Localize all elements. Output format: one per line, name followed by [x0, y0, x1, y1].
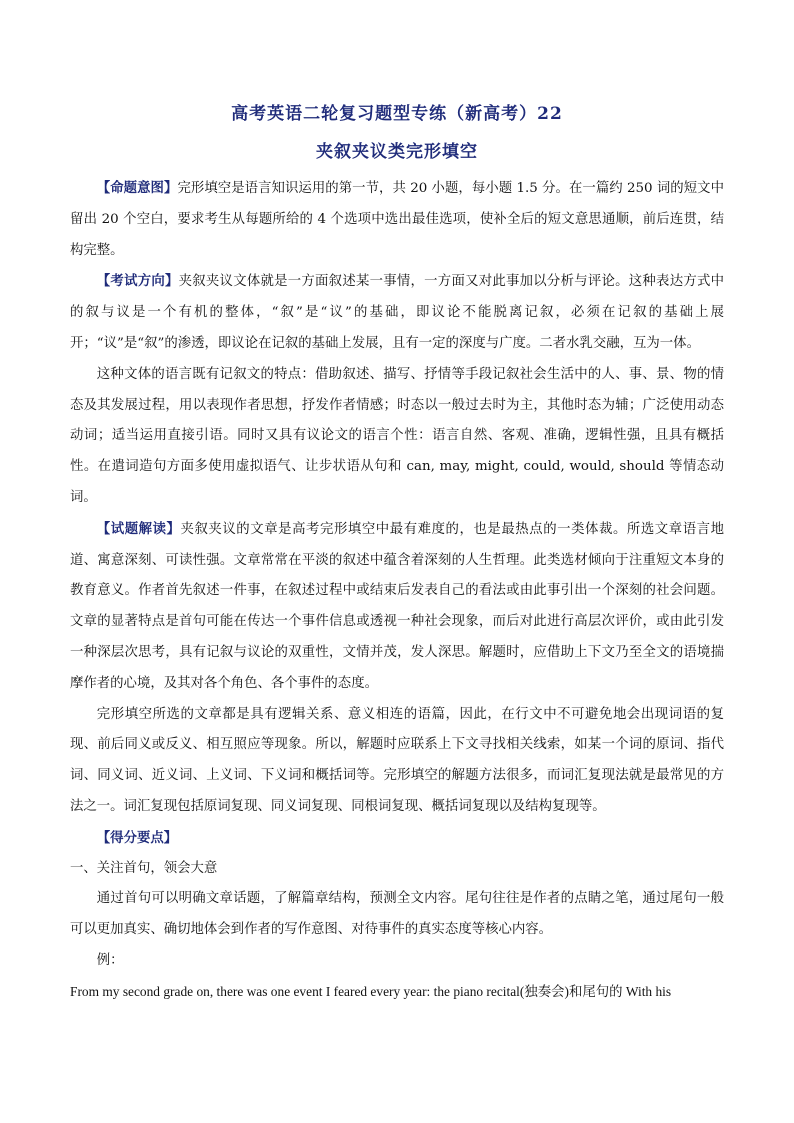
- point1-heading: 一、关注首句，领会大意: [70, 860, 218, 876]
- document-subtitle: 夹叙夹议类完形填空: [316, 142, 478, 162]
- section-tag-mingti: 【命题意图】: [96, 180, 178, 196]
- section-tag-defen: 【得分要点】: [96, 829, 178, 846]
- point1-example-label: 例：: [96, 952, 124, 968]
- section-text-jiedu: 夹叙夹议的文章是高考完形填空中最有难度的，也是最热点的一类体裁。所选文章语言地道、寓意深刻、可读性强。文章常常在平淡的叙述中蕴含着深刻的人生哲理。此类选材倾向于注重短文本身的教育意义。作者首先叙述一件事，在叙述过程中或结束后发表自己的看法或由此事引出一个深刻的社会问题。文章的显著特点是首句可能在传达一个事件信息或透视一种社会现象，而后对此进行高层次评价，或由此引发一种深层次思考，具有记叙与议论的双重性，文情并茂，发人深思。解题时，应借助上下文乃至全文的语境揣摩作者的心境，及其对各个角色、各个事件的态度。: [70, 521, 724, 691]
- document-page: [70, 96, 724, 1008]
- section-mingti: [70, 173, 724, 266]
- point1-example-text: From my second grade on, there was one event I feared every year: the piano recital(独奏会)和尾句的 With his: [70, 983, 672, 999]
- section-text-mingti: 完形填空是语言知识运用的第一节，共 20 小题，每小题 1.5 分。在一篇约 250 词的短文中留出 20 个空白，要求考生从每题所给的 4 个选项中选出最佳选项，使补全后的短文意思通顺，前后连贯，结构完整。: [70, 181, 725, 258]
- section-tag-jiedu: 【试题解读】: [96, 520, 181, 537]
- section-text-kaoshi: 夹叙夹议文体就是一方面叙述某一事情，一方面又对此事加以分析与评论。这种表达方式中的叙与议是一个有机的整体，“叙”是“议”的基础，即议论不能脱离记叙，必须在记叙的基础上展开；“议”是“叙”的渗透，即议论在记叙的基础上发展，且有一定的深度与广度。二者水乳交融，互为一体。: [70, 274, 724, 351]
- section-jiedu: [70, 514, 724, 700]
- point1-text: 通过首句可以明确文章话题，了解篇章结构，预测全文内容。尾句往往是作者的点睛之笔，通过尾句一般可以更加真实、确切地体会到作者的写作意图、对待事件的真实态度等核心内容。: [70, 891, 724, 938]
- section-kaoshi: [70, 266, 724, 359]
- document-title: 高考英语二轮复习题型专练（新高考）22: [231, 104, 563, 124]
- section-fuxian: 完形填空所选的文章都是具有逻辑关系、意义相连的语篇，因此，在行文中不可避免地会出现词语的复现、前后同义或反义、相互照应等现象。所以，解题时应联系上下文寻找相关线索，如某一个词的原词、指代词、同义词、近义词、上义词、下义词和概括词等。完形填空的解题方法很多，而词汇复现法就是最常见的方法之一。词汇复现包括原词复现、同义词复现、同根词复现、概括词复现以及结构复现等。: [70, 706, 724, 814]
- section-yuyan: 这种文体的语言既有记叙文的特点：借助叙述、描写、抒情等手段记叙社会生活中的人、事、景、物的情态及其发展过程，用以表现作者思想，抒发作者情感；时态以一般过去时为主，其他时态为辅；广泛使用动态动词；适当运用直接引语。同时又具有议论文的语言个性：语言自然、客观、准确，逻辑性强，且具有概括性。在遣词造句方面多使用虚拟语气、让步状语从句和 can, may, might, could, would, should 等情态动词。: [70, 366, 724, 505]
- section-tag-kaoshi: 【考试方向】: [96, 273, 179, 290]
